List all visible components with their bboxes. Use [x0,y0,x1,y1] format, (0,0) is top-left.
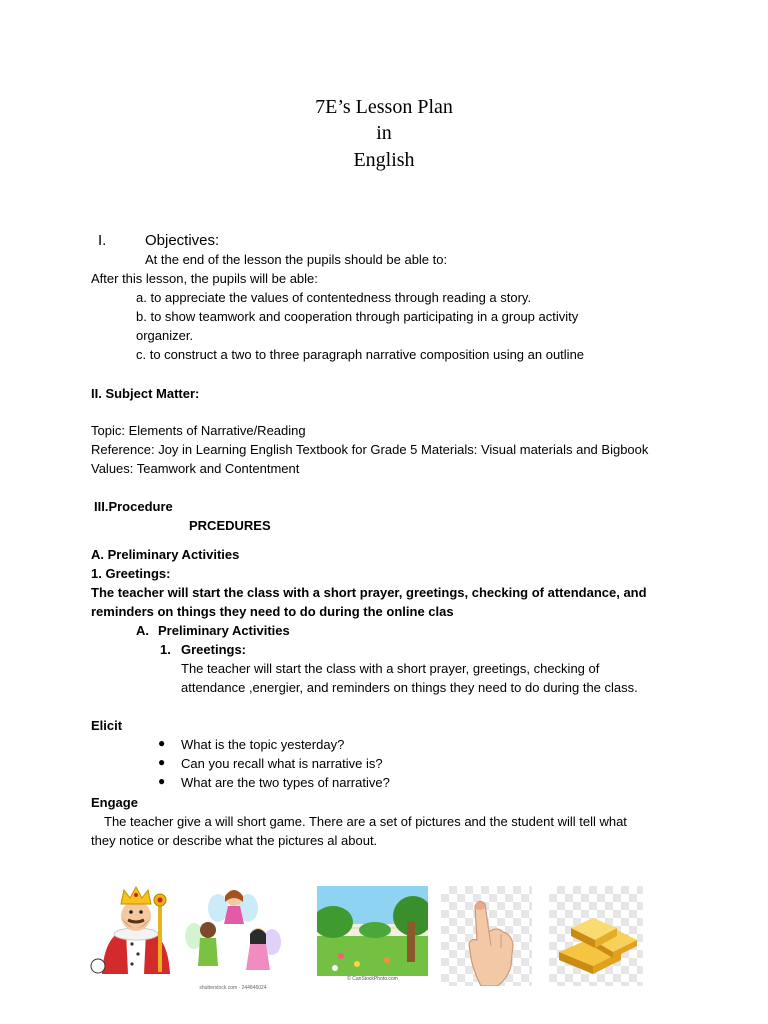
fairies-caption: shutterstock.com · 244846024 [199,985,267,991]
greetings-bold-para-2: reminders on things they need to do during the online clas [91,604,454,619]
elicit-item-2: Can you recall what is narrative is? [181,756,383,771]
greetings-bold-para-1: The teacher will start the class with a short prayer, greetings, checking of attendance, and [91,585,647,600]
title-line-2: in [376,122,392,144]
objective-item-b: b. to show teamwork and cooperation through participating in a group activity [136,309,579,324]
engage-heading: Engage [91,795,138,810]
subject-values: Values: Teamwork and Contentment [91,461,300,476]
subject-topic: Topic: Elements of Narrative/Reading [91,423,306,438]
greetings-text-1: The teacher will start the class with a short prayer, greetings, checking of [181,661,600,676]
elicit-heading: Elicit [91,718,123,733]
list-1-marker: 1. [160,642,171,657]
king-image [88,882,184,978]
subject-matter-heading: II. Subject Matter: [91,386,200,401]
engage-text-2: they notice or describe what the pictures al about. [91,833,378,848]
list-a-marker: A. [136,623,149,638]
elicit-item-3: What are the two types of narrative? [181,775,390,790]
fairies-illustration [182,880,284,980]
bullet-icon: ● [158,774,166,788]
king-illustration [88,882,184,978]
bullet-icon: ● [158,736,166,750]
list-1-label: Greetings: [181,642,247,657]
garden-image [317,886,428,984]
hand-illustration [441,886,532,986]
elicit-item-1: What is the topic yesterday? [181,737,345,752]
objective-item-b-cont: organizer. [136,328,194,343]
bullet-icon: ● [158,755,166,769]
procedure-heading: III.Procedure [94,499,173,514]
objective-item-c: c. to construct a two to three paragraph narrative composition using an outline [136,347,585,362]
greetings-text-2: attendance ,energier, and reminders on things they need to do during the class. [181,680,638,695]
procedure-subheading: PRCEDURES [189,518,271,533]
garden-caption: © CanStockPhoto.com [347,976,398,982]
objectives-intro: At the end of the lesson the pupils should be able to: [145,252,448,267]
subject-reference: Reference: Joy in Learning English Textbook for Grade 5 Materials: Visual materials and Bigbook [91,442,649,457]
preliminary-activities-bold: A. Preliminary Activities [91,547,240,562]
objectives-heading: Objectives: [145,232,220,249]
list-a-label: Preliminary Activities [158,623,290,638]
gold-image [549,886,643,986]
fairies-image [182,880,284,995]
engage-text-1: The teacher give a will short game. There are a set of pictures and the student will tell what [104,814,627,829]
title-line-1: 7E’s Lesson Plan [315,96,453,118]
objective-item-a: a. to appreciate the values of contentedness through reading a story. [136,290,532,305]
objectives-after: After this lesson, the pupils will be able: [91,271,318,286]
greetings-bold: 1. Greetings: [91,566,171,581]
garden-illustration [317,886,428,976]
hand-image [441,886,532,986]
gold-bars-illustration [549,886,643,986]
objectives-numeral: I. [98,232,107,249]
title-line-3: English [353,149,415,171]
